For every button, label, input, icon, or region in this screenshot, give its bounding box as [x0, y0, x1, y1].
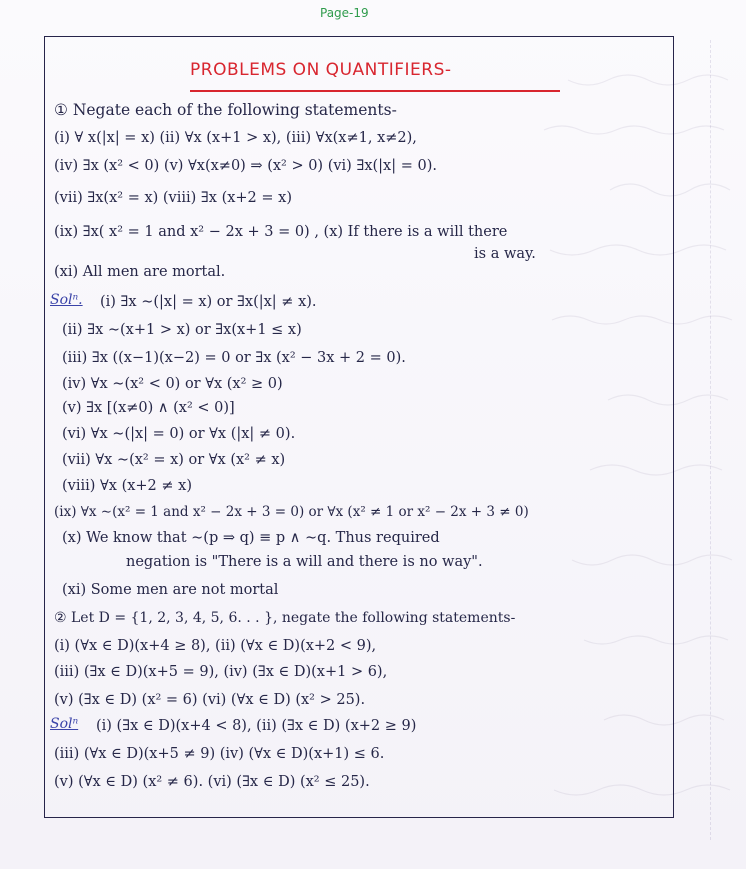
question-1-item: (iv) ∃x (x² < 0) (v) ∀x(x≠0) ⇒ (x² > 0) (vi) ∃x(|x| = 0). — [54, 158, 437, 174]
solution-label: Solⁿ. — [50, 292, 83, 308]
solution-1-line: (xi) Some men are not mortal — [62, 582, 279, 598]
question-2-item: (i) (∀x ∈ D)(x+4 ≥ 8), (ii) (∀x ∈ D)(x+2 < 9), — [54, 638, 377, 654]
solution-1-line: (ix) ∀x ∼(x² = 1 and x² − 2x + 3 = 0) or ∀x (x² ≠ 1 or x² − 2x + 3 ≠ 0) — [54, 504, 529, 520]
solution-1-line: negation is "There is a will and there is no way". — [126, 554, 483, 570]
question-2-heading: ② Let D = {1, 2, 3, 4, 5, 6. . . }, negate the following statements- — [54, 610, 516, 626]
page-number: Page-19 — [320, 6, 369, 20]
title-underline — [190, 90, 560, 92]
solution-2-line: (v) (∀x ∈ D) (x² ≠ 6). (vi) (∃x ∈ D) (x² ≤ 25). — [54, 774, 370, 790]
solution-2-line: (i) (∃x ∈ D)(x+4 < 8), (ii) (∃x ∈ D) (x+2 ≥ 9) — [96, 718, 417, 734]
solution-1-line: (ii) ∃x ∼(x+1 > x) or ∃x(x+1 ≤ x) — [62, 322, 302, 338]
question-2-item: (v) (∃x ∈ D) (x² = 6) (vi) (∀x ∈ D) (x² > 25). — [54, 692, 366, 708]
solution-1-line: (vi) ∀x ∼(|x| = 0) or ∀x (|x| ≠ 0). — [62, 426, 296, 442]
solution-1-line: (iv) ∀x ∼(x² < 0) or ∀x (x² ≥ 0) — [62, 376, 283, 392]
question-1-item: (i) ∀ x(|x| = x) (ii) ∀x (x+1 > x), (iii) ∀x(x≠1, x≠2), — [54, 130, 417, 146]
solution-1-line: (viii) ∀x (x+2 ≠ x) — [62, 478, 192, 494]
question-1-item: (ix) ∃x( x² = 1 and x² − 2x + 3 = 0) , (x) If there is a will there — [54, 224, 508, 240]
question-1-heading: ① Negate each of the following statements- — [54, 101, 397, 119]
solution-label: Solⁿ — [50, 716, 79, 732]
solution-1-line: (x) We know that ∼(p ⇒ q) ≡ p ∧ ∼q. Thus required — [62, 530, 440, 546]
question-1-item: (vii) ∃x(x² = x) (viii) ∃x (x+2 = x) — [54, 190, 292, 206]
page-title: PROBLEMS ON QUANTIFIERS- — [190, 60, 452, 80]
solution-1-line: (v) ∃x [(x≠0) ∧ (x² < 0)] — [62, 400, 235, 416]
solution-2-line: (iii) (∀x ∈ D)(x+5 ≠ 9) (iv) (∀x ∈ D)(x+1) ≤ 6. — [54, 746, 385, 762]
question-2-item: (iii) (∃x ∈ D)(x+5 = 9), (iv) (∃x ∈ D)(x+1 > 6), — [54, 664, 388, 680]
solution-1-line: (vii) ∀x ∼(x² = x) or ∀x (x² ≠ x) — [62, 452, 286, 468]
solution-1-line: (iii) ∃x ((x−1)(x−2) = 0 or ∃x (x² − 3x + 2 = 0). — [62, 350, 406, 366]
solution-1-line: (i) ∃x ∼(|x| = x) or ∃x(|x| ≠ x). — [100, 294, 317, 310]
question-1-item: (xi) All men are mortal. — [54, 264, 226, 280]
question-1-item-continued: is a way. — [474, 246, 536, 262]
right-margin-shadow — [710, 40, 741, 840]
